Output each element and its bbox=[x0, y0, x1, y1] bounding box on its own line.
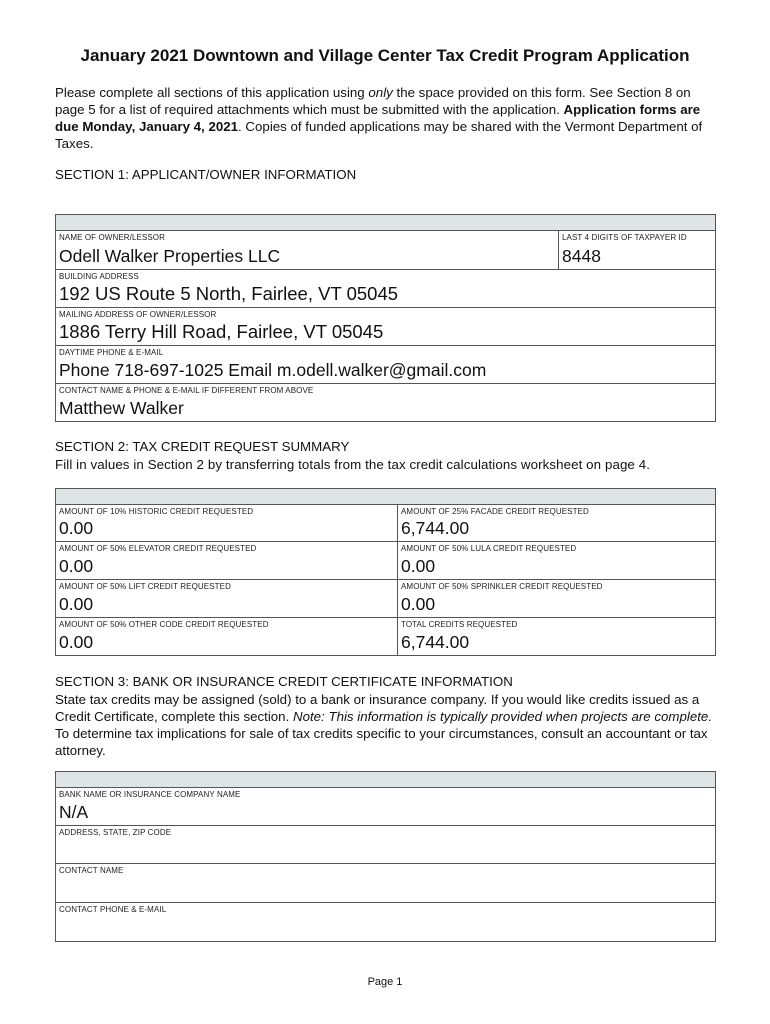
section3-header-bar bbox=[56, 772, 715, 788]
sprinkler-credit-label: AMOUNT OF 50% SPRINKLER CREDIT REQUESTED bbox=[401, 582, 603, 591]
bank-name-field[interactable] bbox=[56, 788, 715, 825]
total-credits-field[interactable] bbox=[397, 618, 715, 655]
lula-credit-value: 0.00 bbox=[401, 556, 436, 576]
sprinkler-credit-field[interactable] bbox=[397, 580, 715, 617]
bank-contact-field[interactable] bbox=[56, 864, 715, 902]
section1-form bbox=[55, 214, 716, 422]
section2-form bbox=[55, 488, 716, 656]
intro-emphasis: only bbox=[368, 85, 393, 100]
facade-credit-value: 6,744.00 bbox=[401, 518, 470, 538]
contact-label: CONTACT NAME & PHONE & E-MAIL IF DIFFERENT FROM ABOVE bbox=[59, 386, 314, 395]
section2-header-bar bbox=[56, 489, 715, 505]
owner-value: Odell Walker Properties LLC bbox=[59, 246, 281, 266]
bank-phone-field[interactable] bbox=[56, 903, 715, 941]
lift-credit-label: AMOUNT OF 50% LIFT CREDIT REQUESTED bbox=[59, 582, 231, 591]
sprinkler-credit-value: 0.00 bbox=[401, 594, 436, 614]
lula-credit-label: AMOUNT OF 50% LULA CREDIT REQUESTED bbox=[401, 544, 577, 553]
mailing-address-field[interactable] bbox=[56, 308, 715, 345]
bank-address-row bbox=[56, 826, 715, 864]
mailing-address-label: MAILING ADDRESS OF OWNER/LESSOR bbox=[59, 310, 217, 319]
other-code-credit-field[interactable] bbox=[56, 618, 397, 655]
total-credits-value: 6,744.00 bbox=[401, 632, 470, 652]
bank-row bbox=[56, 788, 715, 826]
elevator-credit-label: AMOUNT OF 50% ELEVATOR CREDIT REQUESTED bbox=[59, 544, 257, 553]
section3-paragraph bbox=[55, 691, 720, 759]
section3-text-2: To determine tax implications for sale of tax credits specific to your circumstances, consult an accountant or tax attorney. bbox=[55, 726, 708, 758]
taxid-value: 8448 bbox=[562, 246, 601, 266]
phone-email-value: Phone 718-697-1025 Email m.odell.walker@gmail.com bbox=[59, 360, 487, 380]
intro-paragraph bbox=[55, 84, 720, 152]
phone-row bbox=[56, 346, 715, 384]
building-address-field[interactable] bbox=[56, 270, 715, 307]
section1-header-bar bbox=[56, 215, 715, 231]
bank-address-label: ADDRESS, STATE, ZIP CODE bbox=[59, 828, 172, 837]
contact-field[interactable] bbox=[56, 384, 715, 421]
bank-phone-row bbox=[56, 903, 715, 941]
credit-row-3 bbox=[56, 580, 715, 618]
owner-label: NAME OF OWNER/LESSOR bbox=[59, 233, 166, 242]
phone-email-field[interactable] bbox=[56, 346, 715, 383]
bank-phone-label: CONTACT PHONE & E-MAIL bbox=[59, 905, 167, 914]
credit-row-1 bbox=[56, 505, 715, 542]
taxid-label: LAST 4 DIGITS OF TAXPAYER ID bbox=[562, 233, 687, 242]
intro-text-3: . Copies of funded applications may be shared with the Vermont Department of Taxes. bbox=[55, 119, 703, 151]
lift-credit-field[interactable] bbox=[56, 580, 397, 617]
credit-row-2 bbox=[56, 542, 715, 580]
page-number: Page 1 bbox=[367, 976, 403, 988]
bank-name-value: N/A bbox=[59, 802, 89, 822]
bank-name-label: BANK NAME OR INSURANCE COMPANY NAME bbox=[59, 790, 241, 799]
credit-row-4 bbox=[56, 618, 715, 655]
intro-text-1: Please complete all sections of this application using bbox=[55, 85, 369, 100]
contact-row bbox=[56, 384, 715, 421]
section3-heading: SECTION 3: BANK OR INSURANCE CREDIT CERTIFICATE INFORMATION bbox=[55, 674, 513, 689]
section2-subheading: Fill in values in Section 2 by transferring totals from the tax credit calculations worksheet on page 4. bbox=[55, 457, 651, 472]
facade-credit-field[interactable] bbox=[397, 505, 715, 541]
owner-field[interactable] bbox=[56, 231, 558, 269]
lift-credit-value: 0.00 bbox=[59, 594, 94, 614]
contact-value: Matthew Walker bbox=[59, 398, 184, 418]
historic-credit-value: 0.00 bbox=[59, 518, 94, 538]
intro-due-date: Application forms are due Monday, January 4, 2021 bbox=[55, 102, 701, 134]
building-address-value: 192 US Route 5 North, Fairlee, VT 05045 bbox=[59, 283, 399, 304]
building-address-label: BUILDING ADDRESS bbox=[59, 272, 139, 281]
elevator-credit-field[interactable] bbox=[56, 542, 397, 579]
building-row bbox=[56, 270, 715, 308]
section1-heading: SECTION 1: APPLICANT/OWNER INFORMATION bbox=[55, 167, 357, 182]
section3-note: Note: This information is typically provided when projects are complete. bbox=[292, 709, 713, 724]
other-code-credit-label: AMOUNT OF 50% OTHER CODE CREDIT REQUESTED bbox=[59, 620, 269, 629]
total-credits-label: TOTAL CREDITS REQUESTED bbox=[401, 620, 518, 629]
page-title: January 2021 Downtown and Village Center Tax Credit Program Application bbox=[80, 46, 690, 65]
section3-text-1: State tax credits may be assigned (sold) to a bank or insurance company. If you would like credits issued as a Credit Certificate, complete this section. bbox=[55, 692, 700, 724]
intro-text-2: the space provided on this form. See Section 8 on page 5 for a list of required attachments which must be submitted with the application. bbox=[55, 85, 691, 117]
historic-credit-label: AMOUNT OF 10% HISTORIC CREDIT REQUESTED bbox=[59, 507, 254, 516]
bank-contact-row bbox=[56, 864, 715, 903]
taxid-field[interactable] bbox=[558, 231, 715, 269]
section3-form bbox=[55, 771, 716, 942]
mailing-address-value: 1886 Terry Hill Road, Fairlee, VT 05045 bbox=[59, 321, 384, 342]
elevator-credit-value: 0.00 bbox=[59, 556, 94, 576]
lula-credit-field[interactable] bbox=[397, 542, 715, 579]
bank-contact-label: CONTACT NAME bbox=[59, 866, 124, 875]
phone-email-label: DAYTIME PHONE & E-MAIL bbox=[59, 348, 164, 357]
mailing-row bbox=[56, 308, 715, 346]
facade-credit-label: AMOUNT OF 25% FACADE CREDIT REQUESTED bbox=[401, 507, 589, 516]
section2-heading: SECTION 2: TAX CREDIT REQUEST SUMMARY bbox=[55, 439, 350, 454]
owner-row bbox=[56, 231, 715, 270]
other-code-credit-value: 0.00 bbox=[59, 632, 94, 652]
historic-credit-field[interactable] bbox=[56, 505, 397, 541]
bank-address-field[interactable] bbox=[56, 826, 715, 863]
